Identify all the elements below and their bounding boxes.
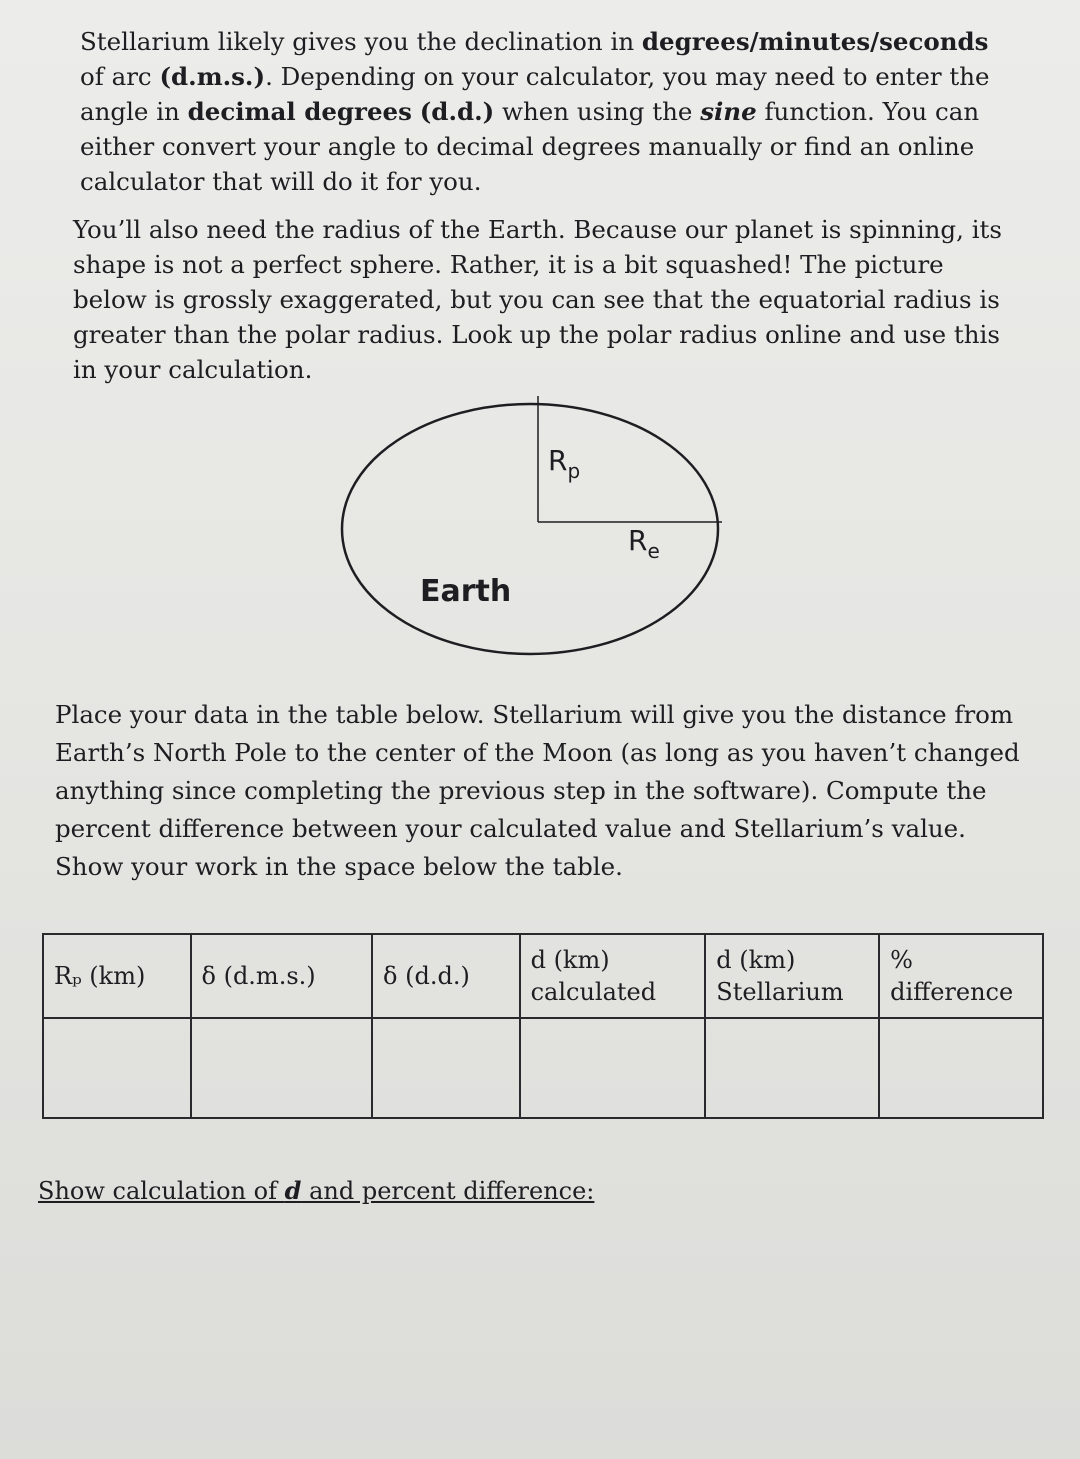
p1-text-1: Stellarium likely gives you the declination in <box>80 27 642 56</box>
header-delta-dd: δ (d.d.) <box>372 934 520 1018</box>
work-var-d: d <box>284 1176 302 1205</box>
header-rp-km: Rₚ (km) <box>43 934 191 1018</box>
polar-radius-label: $R_p$ <box>548 444 581 483</box>
data-table <box>42 933 1044 1119</box>
p1-text-4 <box>412 97 420 126</box>
cell-d-stellarium[interactable] <box>705 1018 879 1118</box>
p1-bold-dms: degrees/minutes/seconds <box>641 27 989 56</box>
header-delta-dms: δ (d.m.s.) <box>191 934 373 1018</box>
p1-text-3: . Depending on your calculator, you may need to enter the angle in <box>80 62 990 126</box>
earth-label: Earth <box>420 574 512 609</box>
p1-bold-dms-abbrev: (d.m.s.) <box>159 62 266 91</box>
p1-text-5: when using the <box>494 97 701 126</box>
header-d-stellarium: d (km) Stellarium <box>705 934 879 1018</box>
p1-bold-decimal-degrees: decimal degrees <box>187 97 412 126</box>
header-d-calculated: d (km) calculated <box>520 934 706 1018</box>
declination-paragraph <box>80 24 1020 199</box>
p1-bold-dd-abbrev: (d.d.) <box>419 97 495 126</box>
cell-delta-dms[interactable] <box>191 1018 373 1118</box>
header-percent-difference: % difference <box>879 934 1043 1018</box>
cell-d-calculated[interactable] <box>520 1018 706 1118</box>
p1-text-6: function. You can either convert your angle to decimal degrees manually or find an online calculator that will do it for you. <box>80 97 980 196</box>
cell-delta-dd[interactable] <box>372 1018 520 1118</box>
table-row <box>43 1018 1043 1118</box>
cell-rp-km[interactable] <box>43 1018 191 1118</box>
cell-percent-difference[interactable] <box>879 1018 1043 1118</box>
p1-bold-sine: sine <box>700 97 757 126</box>
earth-ellipse-diagram <box>340 390 740 665</box>
earth-radius-paragraph: You’ll also need the radius of the Earth. Because our planet is spinning, its shape is not a perfect sphere. Rather, it is a bit squashed! The picture below is grossly exaggerated, but you can see that the equatorial radius is greater than the polar radius. Look up the polar radius online and use this in your calculation. <box>73 215 1002 384</box>
table-header-row <box>43 934 1043 1018</box>
equatorial-radius-label: $R_e$ <box>628 524 660 563</box>
p1-text-2: of arc <box>80 62 160 91</box>
earth-ellipse <box>342 404 718 654</box>
show-calculation-label: Show calculation of d and percent difference: <box>38 1176 595 1205</box>
data-instructions-paragraph: Place your data in the table below. Stellarium will give you the distance from Earth’s North Pole to the center of the Moon (as long as you haven’t changed anything since completing the previous step in the software). Compute the percent difference between your calculated value and Stellarium’s value. Show your work in the space below the table. <box>55 700 1020 881</box>
